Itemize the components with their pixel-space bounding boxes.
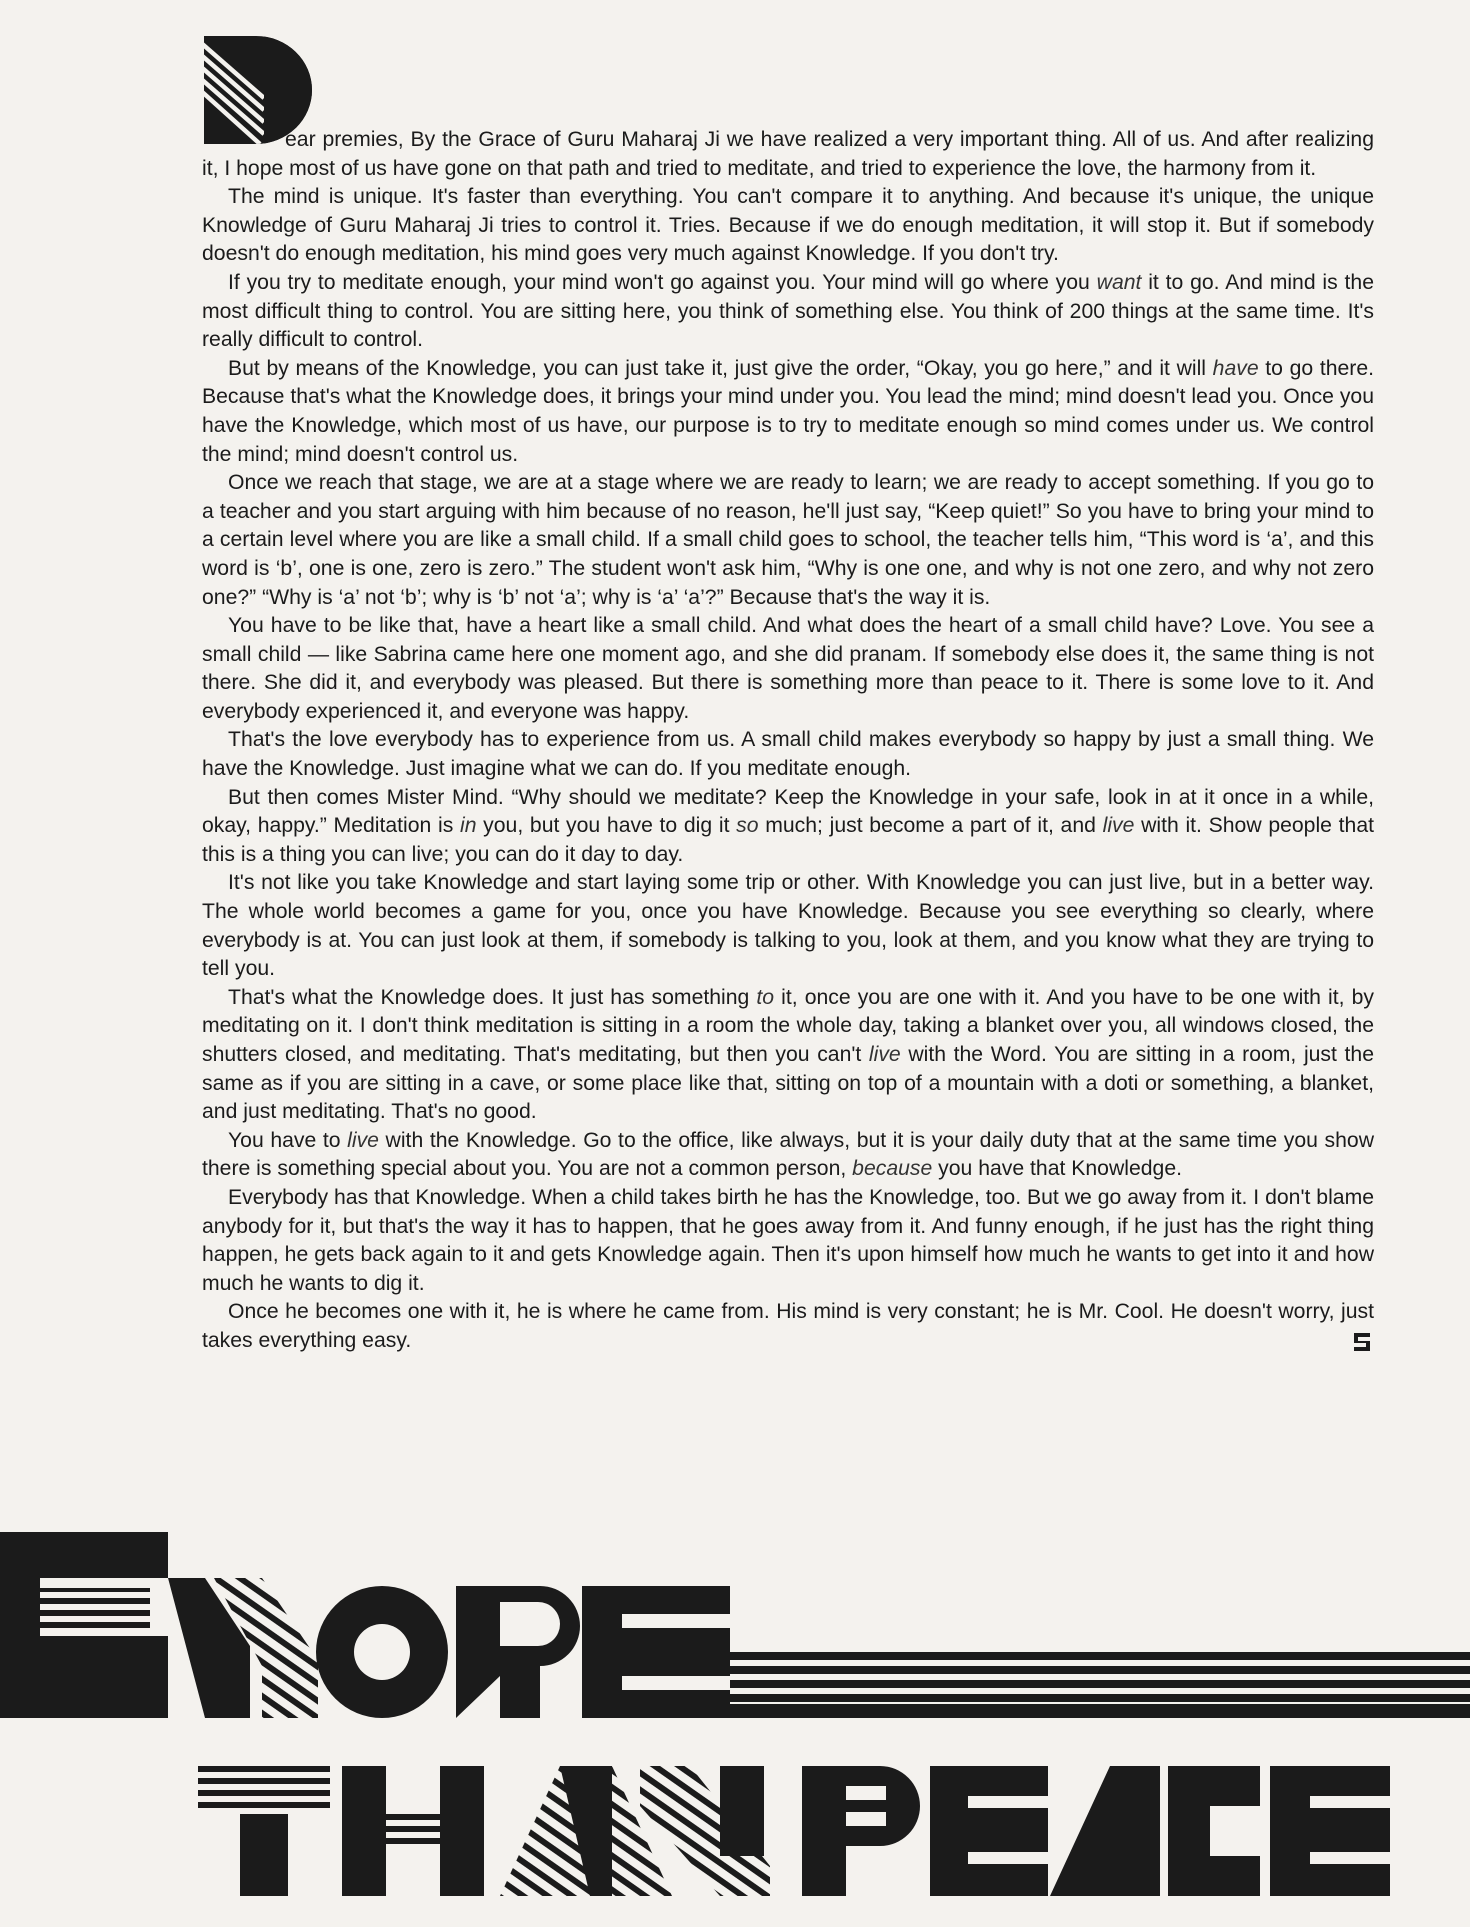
end-mark-icon <box>1352 1331 1372 1353</box>
article-paragraph <box>202 355 1374 469</box>
article-paragraph <box>202 1127 1374 1184</box>
emphasis-text: live <box>347 1128 379 1152</box>
paragraph-text: The mind is unique. It's faster than everything. You can't compare it to anything. And because it's unique, the unique Knowledge of Guru Maharaj Ji tries to control it. Tries. Because if we do enough meditation, it will stop it. But if somebody doesn't do enough meditation, his mind goes very much against Knowledge. If you don't try. <box>202 185 1374 266</box>
headline <box>0 1526 1470 1906</box>
paragraph-text: it to go. And mind is the most difficult thing to control. You are sitting here, you think of something else. You think of 200 things at the same time. It's really difficult to control. <box>202 270 1374 352</box>
article-paragraph <box>202 469 1374 612</box>
paragraph-text: Once he becomes one with it, he is where he came from. His mind is very constant; he is Mr. Cool. He doesn't worry, just takes everything easy. <box>202 1300 1374 1352</box>
article-paragraph <box>202 126 1374 183</box>
headline-word-than-peace <box>198 1766 1390 1896</box>
article-paragraph <box>202 1298 1374 1355</box>
emphasis-text: so <box>736 814 759 838</box>
emphasis-text: live <box>1102 814 1135 838</box>
paragraph-text: much; just become a part of it, and <box>758 814 1103 838</box>
paragraph-text: If you try to meditate enough, your mind won't go against you. Your mind will go where you <box>228 270 1097 294</box>
paragraph-text: Once we reach that stage, we are at a stage where we are ready to learn; we are ready to accept something. If you go to a teacher and you start arguing with him because of no reason, he'll just say, “Keep quiet!” So you have to bring your mind to a certain level where you are like a small child. If a small child goes to school, the teacher tells him, “This word is ‘a’, and this word is ‘b’, one is one, zero is zero.” The student won't ask him, “Why is one one, and why is not one zero, and why not zero one?” “Why is ‘a’ not ‘b’; why is ‘b’ not ‘a’; why is ‘a’ ‘a’?” Because that's the way it is. <box>202 471 1374 609</box>
paragraph-text: Everybody has that Knowledge. When a child takes birth he has the Knowledge, too. But we go away from it. I don't blame anybody for it, but that's the way it has to happen, that he goes away from it. And funny enough, if he just has the right thing happen, he gets back again to it and gets Knowledge again. Then it's upon himself how much he wants to get into it and how much he wants to dig it. <box>202 1185 1374 1295</box>
article-paragraph <box>202 183 1374 269</box>
paragraph-text: you have that Knowledge. <box>932 1157 1182 1181</box>
article-paragraph <box>202 726 1374 783</box>
article-paragraph <box>202 1184 1374 1298</box>
emphasis-text: want <box>1096 270 1142 294</box>
emphasis-text: because <box>852 1157 933 1181</box>
paragraph-text: with the Word. You are sitting in a room, just the same as if you are sitting in a cave, or some place like that, sitting on top of a mountain with a doti or something, a blanket, and just meditating. That's no good. <box>202 1043 1374 1124</box>
emphasis-text: in <box>459 814 477 838</box>
headline-graphic <box>0 1526 1470 1906</box>
paragraph-text: But by means of the Knowledge, you can just take it, just give the order, “Okay, you go here,” and it will <box>228 356 1213 380</box>
paragraph-text: You have to be like that, have a heart like a small child. And what does the heart of a small child have? Love. You see a small child — like Sabrina came here one moment ago, and she did pranam. If somebody else does it, the same thing is not there. She did it, and everybody was pleased. But there is something more than peace to it. There is some love to it. And everybody experienced it, and everyone was happy. <box>202 614 1374 723</box>
paragraph-text: to go there. Because that's what the Knowledge does, it brings your mind under you. You lead the mind; mind doesn't lead you. Once you have the Knowledge, which most of us have, our purpose is to try to meditate enough so mind comes under us. We control the mind; mind doesn't control us. <box>202 356 1374 466</box>
headline-word-more <box>0 1532 1470 1718</box>
paragraph-text: You have to <box>228 1128 348 1152</box>
emphasis-text: to <box>756 985 775 1009</box>
article-body <box>202 126 1374 1356</box>
paragraph-text: with it. Show people that this is a thing you can live; you can do it day to day. <box>202 814 1374 866</box>
article-paragraph <box>202 784 1374 870</box>
article-paragraph <box>202 612 1374 726</box>
emphasis-text: live <box>868 1043 901 1066</box>
paragraph-text: That's the love everybody has to experience from us. A small child makes everybody so happy by just a small thing. We have the Knowledge. Just imagine what we can do. If you meditate enough. <box>202 728 1374 781</box>
paragraph-text: But then comes Mister Mind. “Why should we meditate? Keep the Knowledge in your safe, look in at it once in a while, okay, happy.” Meditation is <box>202 785 1374 838</box>
article-paragraph <box>202 869 1374 983</box>
paragraph-text: with the Knowledge. Go to the office, like always, but it is your daily duty that at the same time you show there is something special about you. You are not a common person, <box>202 1128 1374 1181</box>
emphasis-text: have <box>1212 356 1259 380</box>
paragraph-text: That's what the Knowledge does. It just has something <box>228 985 757 1009</box>
paragraph-text: you, but you have to dig it <box>476 814 737 838</box>
article-paragraph <box>202 984 1374 1127</box>
paragraph-text: It's not like you take Knowledge and start laying some trip or other. With Knowledge you can just live, but in a better way. The whole world becomes a game for you, once you have Knowledge. Because you see everything so clearly, where everybody is at. You can just look at them, if somebody is talking to you, look at them, and you know what they are trying to tell you. <box>202 871 1374 981</box>
article-paragraph <box>202 269 1374 355</box>
paragraph-text: ear premies, By the Grace of Guru Maharaj Ji we have realized a very important thing. All of us. And after realizing it, I hope most of us have gone on that path and tried to meditate, and tried to experience the love, the harmony from it. <box>202 128 1374 180</box>
paragraph-text: it, once you are one with it. And you have to be one with it, by meditating on it. I don't think meditation is sitting in a room the whole day, taking a blanket over you, all windows closed, the shutters closed, and meditating. That's meditating, but then you can't <box>202 985 1374 1066</box>
